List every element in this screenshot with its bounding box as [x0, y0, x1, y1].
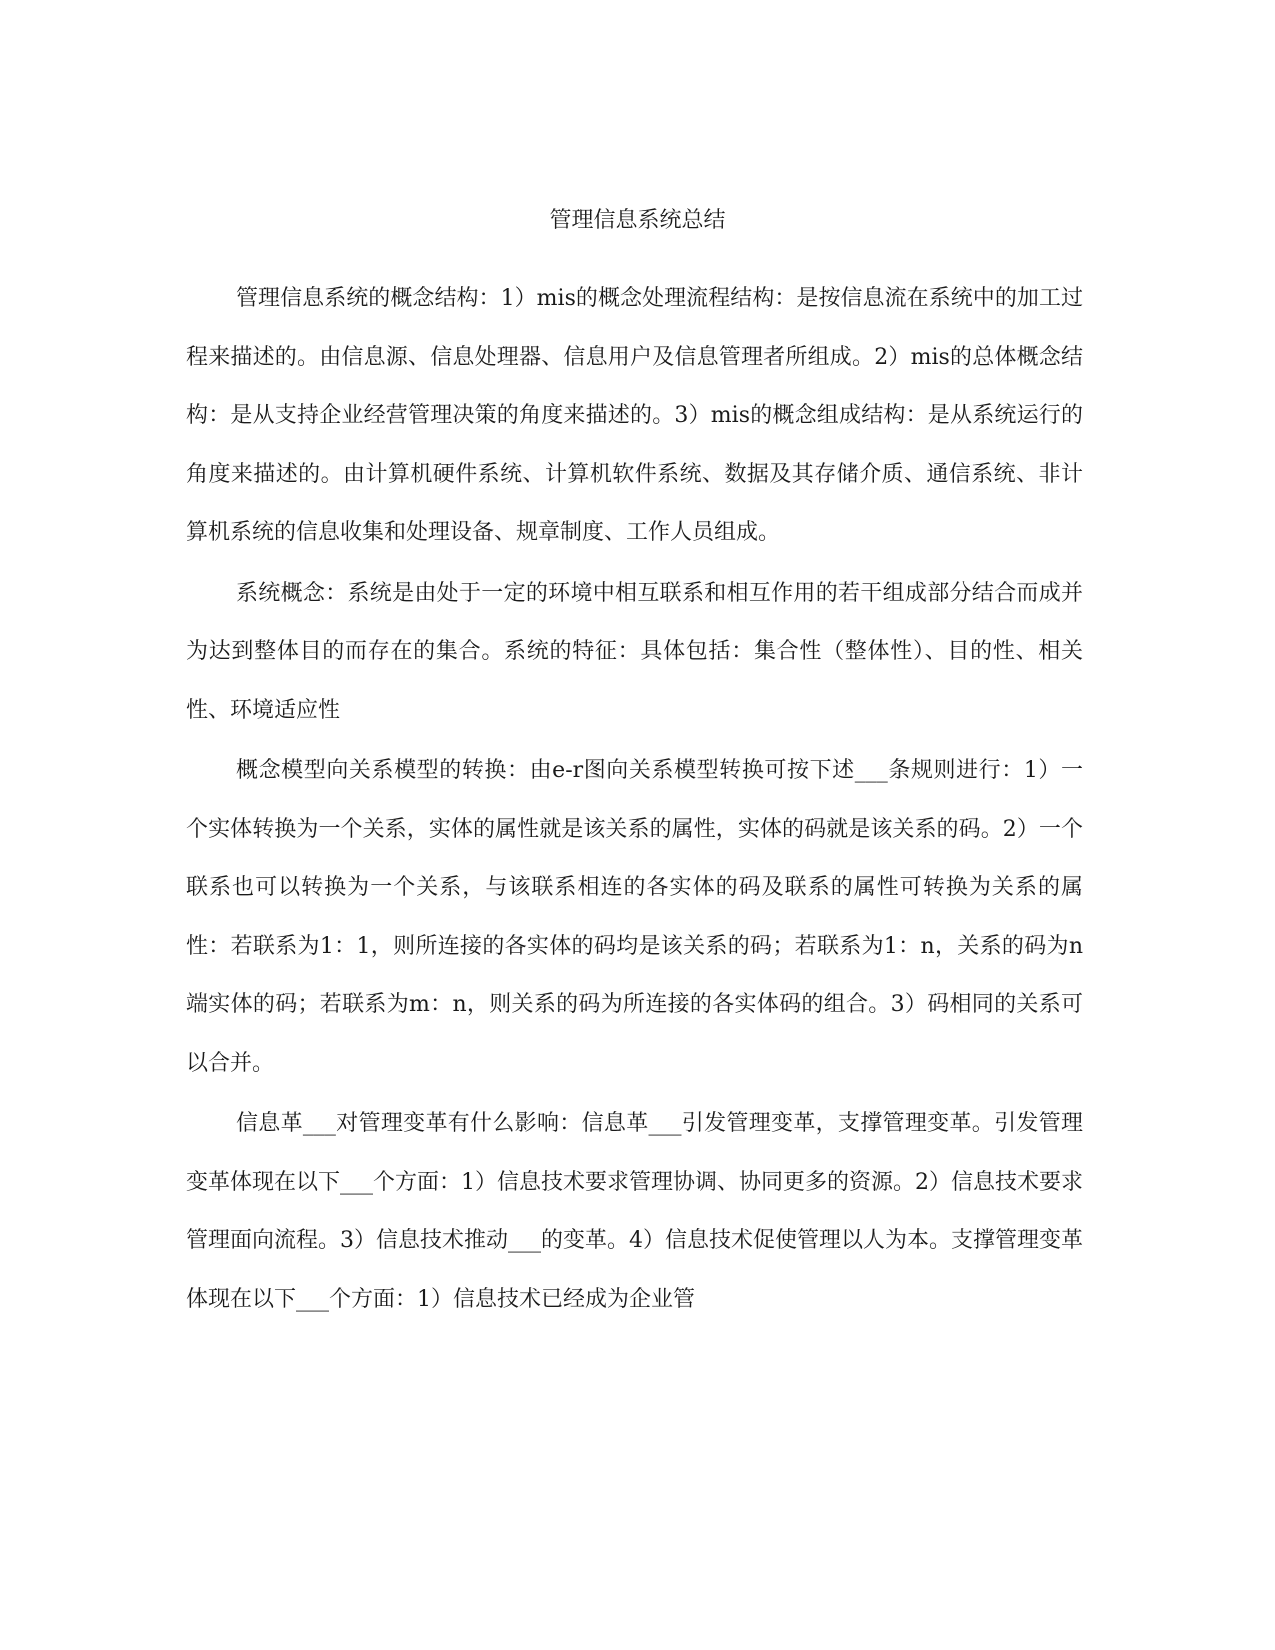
paragraph-concept-structure: 管理信息系统的概念结构：1）mis的概念处理流程结构：是按信息流在系统中的加工过程来描述的。由信息源、信息处理器、信息用户及信息管理者所组成。2）mis的总体概念结构：是从支持企业经营管理决策的角度来描述的。3）mis的概念组成结构：是从系统运行的角度来描述的。由计算机硬件系统、计算机软件系统、数据及其存储介质、通信系统、非计算机系统的信息收集和处理设备、规章制度、工作人员组成。: [186, 286, 1083, 545]
document-title: 管理信息系统总结: [549, 208, 726, 233]
paragraph-system-concept: 系统概念：系统是由处于一定的环境中相互联系和相互作用的若干组成部分结合而成并为达到整体目的而存在的集合。系统的特征：具体包括：集合性（整体性）、目的性、相关性、环境适应性: [186, 580, 1083, 723]
paragraph-er-model-conversion: 概念模型向关系模型的转换：由e-r图向关系模型转换可按下述___条规则进行：1）一个实体转换为一个关系，实体的属性就是该关系的属性，实体的码就是该关系的码。2）一个联系也可以转换为一个关系，与该联系相连的各实体的码及联系的属性可转换为关系的属性：若联系为1：1，则所连接的各实体的码均是该关系的码；若联系为1：n，关系的码为n端实体的码；若联系为m：n，则关系的码为所连接的各实体码的组合。3）码相同的关系可以合并。: [186, 758, 1083, 1076]
document-body: [186, 270, 1083, 1331]
paragraph-information-revolution: 信息革___对管理变革有什么影响：信息革___引发管理变革，支撑管理变革。引发管理变革体现在以下___个方面：1）信息技术要求管理协调、协同更多的资源。2）信息技术要求管理面向流程。3）信息技术推动___的变革。4）信息技术促使管理以人为本。支撑管理变革体现在以下___个方面：1）信息技术已经成为企业管: [186, 1111, 1083, 1312]
